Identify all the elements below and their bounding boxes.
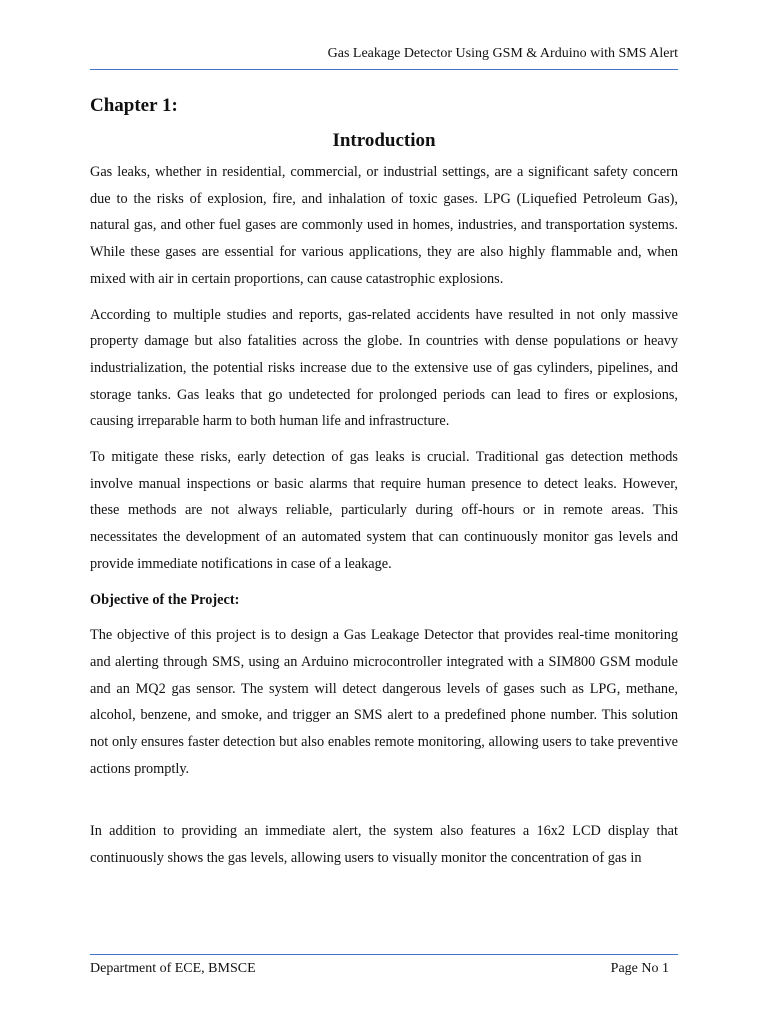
- chapter-label: Chapter 1:: [90, 95, 178, 116]
- footer-page-number: Page No 1: [610, 961, 669, 976]
- paragraph-objective: The objective of this project is to design a Gas Leakage Detector that provides real-time monitoring and alerting through SMS, using an Arduino microcontroller integrated with a SIM800 GSM module and an MQ2 gas sensor. The system will detect dangerous levels of gases such as LPG, methane, alcohol, benzene, and smoke, and trigger an SMS alert to a predefined phone number. This solution not only ensures faster detection but also enables remote monitoring, allowing users to take preventive actions promptly.: [90, 627, 678, 777]
- header-title: Gas Leakage Detector Using GSM & Arduino with SMS Alert: [327, 46, 678, 61]
- footer-department: Department of ECE, BMSCE: [90, 961, 256, 976]
- objective-heading: Objective of the Project:: [90, 591, 240, 608]
- paragraph-early-detection: To mitigate these risks, early detection of gas leaks is crucial. Traditional gas detection methods involve manual inspections or basic alarms that require human presence to detect leaks. However, these methods are not always reliable, particularly during off-hours or in remote areas. This necessitates the development of an automated system that can continuously monitor gas levels and provide immediate notifications in case of a leakage.: [90, 449, 678, 572]
- section-title: Introduction: [332, 130, 436, 151]
- paragraph-accident-studies: According to multiple studies and reports, gas-related accidents have resulted in not only massive property damage but also fatalities across the globe. In countries with dense populations or heavy industrialization, the potential risks increase due to the extensive use of gas cylinders, pipelines, and storage tanks. Gas leaks that go undetected for prolonged periods can lead to fires or explosions, causing irreparable harm to both human life and infrastructure.: [90, 306, 678, 430]
- document-body: [90, 159, 678, 881]
- page-footer: [90, 954, 678, 983]
- paragraph-lcd-display: In addition to providing an immediate alert, the system also features a 16x2 LCD display that continuously shows the gas levels, allowing users to visually monitor the concentration of gas in: [90, 823, 678, 867]
- paragraph-gas-leaks-intro: Gas leaks, whether in residential, commercial, or industrial settings, are a significant safety concern due to the risks of explosion, fire, and inhalation of toxic gases. LPG (Liquefied Petroleum Gas), natural gas, and other fuel gases are commonly used in homes, industries, and transportation systems. While these gases are essential for various applications, they are also highly flammable and, when mixed with air in certain proportions, can cause catastrophic explosions.: [90, 164, 678, 287]
- page-header: [90, 45, 678, 70]
